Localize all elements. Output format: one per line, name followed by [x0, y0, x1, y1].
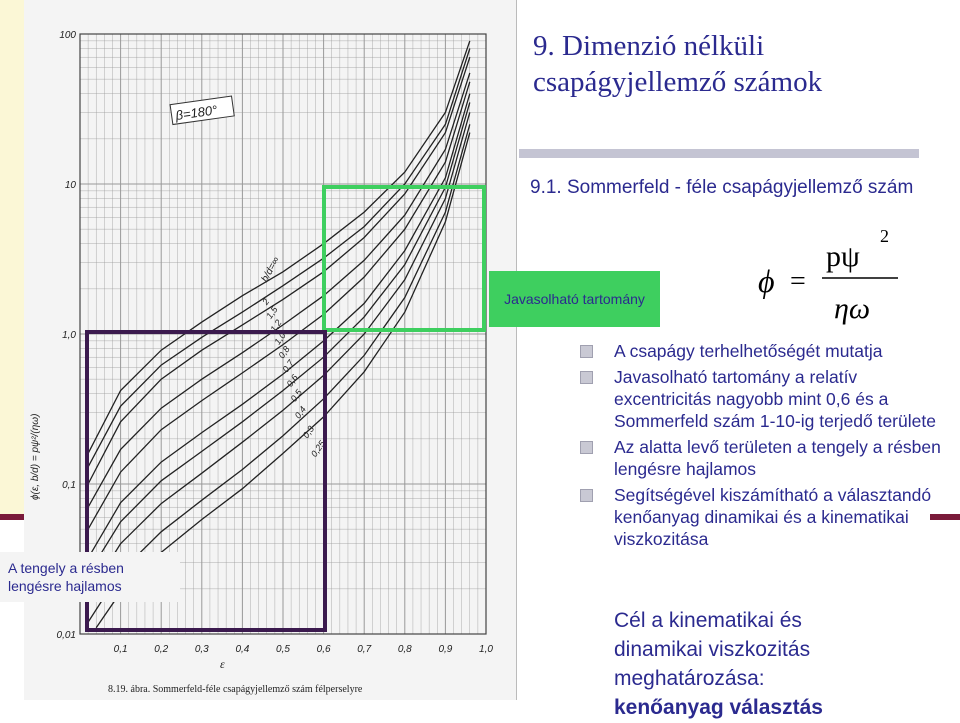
goal-line: dinamikai viszkozitás [614, 638, 811, 661]
curve-label: 1,2 [268, 317, 284, 334]
formula-equals: = [790, 266, 806, 297]
oscillation-warning-label: A tengely a résben lengésre hajlamos [0, 552, 180, 602]
curve-label: 2 [260, 296, 272, 307]
curve-label-header: b/d=∞ [259, 255, 283, 285]
x-tick-label: 0,2 [154, 644, 169, 655]
y-tick-label: 0,01 [56, 630, 76, 641]
series-line [88, 73, 470, 507]
x-tick-label: 0,7 [357, 644, 372, 655]
formula-phi: ϕ [758, 263, 775, 299]
chart-x-axis-label: ε [220, 657, 225, 671]
bullet-list [578, 340, 958, 552]
series-line [88, 82, 470, 529]
y-tick-label: 1,0 [62, 330, 76, 341]
x-tick-label: 0,5 [276, 644, 290, 655]
curve-label: 0,6 [284, 372, 300, 389]
goal-line: meghatározása: [614, 667, 765, 690]
slide-title: 9. Dimenzió nélküli csapágyjellemző számok [533, 30, 823, 98]
recommended-range-label: Javasolható tartomány [489, 271, 660, 327]
square-bullet-icon [580, 345, 593, 358]
formula-exponent: 2 [880, 226, 889, 246]
y-tick-label: 10 [64, 180, 76, 191]
curve-label: 0,5 [288, 387, 304, 404]
curve-label: 0,8 [276, 344, 292, 361]
x-tick-label: 1,0 [479, 644, 493, 655]
x-tick-label: 0,3 [194, 644, 209, 655]
chart-y-axis-label: ϕ(ε, b/d) = pψ²/(ηω) [30, 413, 41, 500]
series-line [88, 124, 470, 622]
list-item [578, 484, 958, 550]
sommerfeld-formula [752, 222, 912, 332]
x-tick-label: 0,1 [113, 644, 128, 655]
bullet-text: Segítségével kiszámítható a választandó kenőanyag dinamikai és a kinematikai viszkozitása [614, 485, 932, 549]
chart-caption: 8.19. ábra. Sommerfeld-féle csapágyjellemző szám félperselyre [108, 684, 363, 695]
goal-bold-line: kenőanyag választás [614, 696, 823, 719]
beta-annotation: β=180° [174, 102, 219, 123]
curve-label: 0,3 [300, 424, 317, 440]
series-line [88, 41, 470, 454]
curve-label: 1,5 [264, 304, 280, 321]
curve-label: 0,4 [292, 404, 309, 421]
x-tick-label: 0,8 [397, 644, 412, 655]
square-bullet-icon [580, 489, 593, 502]
slide-subtitle: 9.1. Sommerfeld - féle csapágyjellemző szám [530, 177, 914, 198]
goal-text [614, 606, 823, 722]
list-item [578, 340, 958, 362]
series-line [88, 49, 470, 467]
formula-numerator: pψ [826, 240, 860, 273]
list-item [578, 436, 958, 480]
bullet-text: A csapágy terhelhetőségét mutatja [614, 341, 883, 361]
title-divider [519, 149, 919, 158]
x-tick-label: 0,4 [235, 644, 250, 655]
curve-label: 0,25 [308, 438, 328, 459]
goal-line: Cél a kinematikai és [614, 609, 802, 632]
curve-label: 0,7 [280, 358, 296, 375]
list-item [578, 366, 958, 432]
bullet-text: Javasolható tartomány a relatív excentricitás nagyobb mint 0,6 és a Sommerfeld szám 1-10-ig terjedő területe [614, 367, 936, 431]
series-line [88, 57, 470, 484]
y-tick-label: 100 [59, 30, 76, 41]
bullet-text: Az alatta levő területen a tengely a résben lengésre hajlamos [614, 437, 941, 479]
chart-curve-labels [260, 255, 328, 459]
x-tick-label: 0,6 [316, 644, 331, 655]
curve-label: 1,0 [272, 330, 288, 347]
formula-denominator: ηω [834, 292, 871, 325]
square-bullet-icon [580, 441, 593, 454]
square-bullet-icon [580, 371, 593, 384]
x-tick-label: 0,9 [438, 644, 453, 655]
y-tick-label: 0,1 [62, 480, 76, 491]
